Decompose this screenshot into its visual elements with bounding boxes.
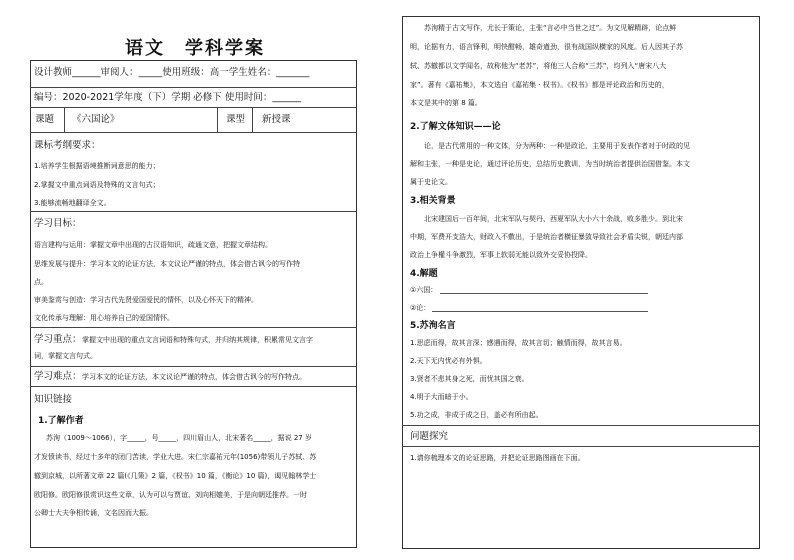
genre-line: 论，是古代常用的一种文体，分为两种：一种是政论，主要用于发表作者对于时政的见: [424, 142, 690, 150]
goal-line: 审美鉴赏与创造：学习古代先贤爱国爱民的情怀，以及心怀天下的精神。: [34, 296, 258, 304]
goal-line: 文化传承与理解：用心培养自己的爱国情怀。: [34, 314, 174, 322]
jieti-item: ①六国：: [410, 286, 438, 294]
explore-heading: 问题探究: [410, 431, 449, 442]
quotes-subheading: 5.苏洵名言: [410, 321, 456, 331]
background-line: 北宋建国后一百年间，北宋军队与契丹、西夏军队大小六十余战，败多胜少。到北宋: [424, 215, 683, 223]
goal-line: 语言建构与运用：掌握文章中出现的古汉语知识，疏通文意，把握文章结构。: [34, 241, 272, 249]
type-label: 课型: [226, 114, 246, 125]
jieti-item: ②论：: [410, 304, 431, 312]
quote-item: 1.思虑而得，故其言深；感遇而得，故其言切；触情而得，故其言易。: [410, 339, 627, 347]
difficulty-label: 学习难点：: [34, 371, 82, 382]
author-line: 苏洵（1009～1066），字_____，号_____，四川眉山人，北宋著名_____，据说 27 岁: [46, 434, 312, 442]
standards-item: 2.掌握文中重点词语及特殊的文言句式；: [34, 181, 160, 189]
background-line: 政治上争權斗争激烈，军事上软弱无能以致外交妥协投降。: [410, 251, 592, 259]
author-subheading: 1.了解作者: [38, 416, 84, 426]
keypoint-label: 学习重点：: [34, 334, 82, 345]
author-line: 才发愤读书，经过十多年的闭门苦读，学业大进。宋仁宗嘉祐元年(1056)带领儿子苏轼、苏: [34, 453, 317, 461]
quote-item: 4.明于大而暗于小。: [410, 393, 473, 401]
difficulty-text: 学习本文的论证方法，本文议论严谨的特点，体会借古讽今的写作特点。: [82, 373, 306, 381]
intro-line: 轼、苏辙都以文学闻名，故称他为“老苏”，将他三人合称“三苏”，均列入“唐宋八大: [410, 62, 667, 70]
explore-item: 1.请你梳理本文的论证思路，并把论证思路图画在下面。: [410, 454, 585, 462]
page-title: 语文 学科学案: [125, 38, 265, 59]
knowledge-heading: 知识链接: [34, 394, 73, 405]
type-value: 新授课: [262, 114, 291, 125]
standards-item: 1.培养学生根据语境推断词意思的能力；: [34, 162, 160, 170]
author-line: 公卿士大夫争相传诵，文名因而大振。: [34, 509, 153, 517]
quote-item: 2.天下无内忧必有外惧。: [410, 357, 487, 365]
background-line: 中期，军费开支浩大，财政入不敷出，于是统治者横征暴敛导致社会矛盾尖锐，朝廷内部: [410, 233, 683, 241]
genre-subheading: 2.了解文体知识——论: [410, 122, 501, 132]
goal-line: 思维发展与提升：学习本文的论证方法，本文议论严谨的特点，体会借古讽今的写作特: [34, 260, 300, 268]
header-row-1: 设计教师______审阅人：_____使用班级：高一学生姓名：_______: [34, 67, 310, 78]
genre-line: 属于史论文。: [410, 178, 452, 186]
jieti-subheading: 4.解题: [410, 269, 438, 279]
goals-heading: 学习目标：: [34, 218, 82, 229]
standards-heading: 课标考纲要求：: [34, 140, 101, 151]
author-line: 辙到京城，以所著文章 22 篇(《几策》2 篇，《权书》10 篇，《衡论》10 篇)，谒见翰林学士: [34, 472, 317, 480]
standards-item: 3.能够流畅地翻译全文。: [34, 199, 111, 207]
keypoint-text: 掌握文中出现的重点文言词语和特殊句式，并归纳其规律，积累常见文言字: [82, 336, 313, 344]
goal-line: 点。: [34, 278, 48, 286]
topic-value: 《六国论》: [72, 114, 120, 125]
background-subheading: 3.相关背景: [410, 196, 456, 206]
intro-line: 本文是其中的第 8 篇。: [410, 99, 482, 107]
intro-line: 明，论据有力，语言锋利，明快酣畅，雄奇遒劲，很有战国纵横家的风度。后人因其子苏: [410, 43, 683, 51]
header-row-2: 编号：2020-2021学年度（下）学期 必修下 使用时间：______: [34, 92, 301, 103]
quote-item: 3.贤者不悲其身之死，而忧其国之衰。: [410, 375, 529, 383]
quote-item: 5.功之成，非成于成之日，盖必有所由起。: [410, 411, 543, 419]
keypoint-text: 词，掌握文言句式。: [34, 352, 97, 360]
intro-line: 苏洵精于古文写作，尤长于策论，主张“言必中当世之过”。为文见解精辟，论点鲜: [424, 24, 677, 32]
intro-line: 家”。著有《嘉祐集》，本文选自《嘉祐集 · 权书》。《权书》都是评论政治和历史的，: [410, 81, 669, 89]
author-line: 欧阳修。欧阳修很赏识这些文章，认为可以与贾谊、刘向相媲美，于是向朝廷推荐。一时: [34, 491, 307, 499]
genre-line: 解和主张，一种是史论，通过评论历史，总结历史教训，为当时统治者提供治国借鉴。本文: [410, 160, 690, 168]
topic-label: 课题: [35, 114, 55, 125]
